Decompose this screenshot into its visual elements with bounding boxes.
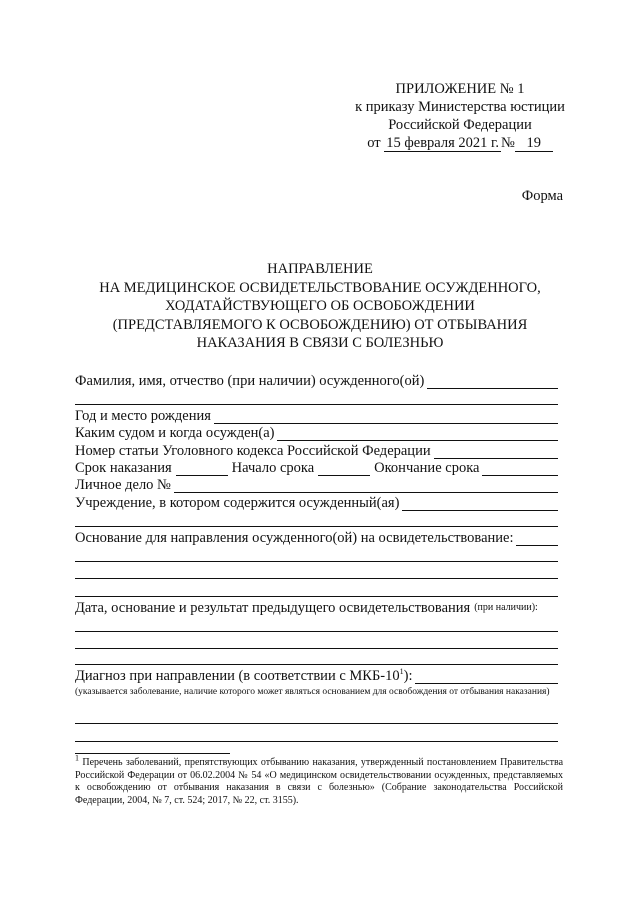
footnote xyxy=(75,753,564,807)
institution-input-line[interactable] xyxy=(402,496,558,511)
case-label: Личное дело № xyxy=(75,477,171,493)
fio-label: Фамилия, имя, отчество (при наличии) осужденного(ой) xyxy=(75,373,425,389)
term-input-line[interactable] xyxy=(176,461,228,476)
previous-line-4[interactable] xyxy=(75,664,558,665)
previous-line-3[interactable] xyxy=(75,648,558,649)
basis-line-2[interactable] xyxy=(75,561,558,562)
title-line-1: НАПРАВЛЕНИЕ xyxy=(267,261,373,277)
term-start-input-line[interactable] xyxy=(318,461,370,476)
term-field[interactable] xyxy=(75,460,558,476)
basis-field[interactable] xyxy=(75,530,558,546)
title-line-4: (ПРЕДСТАВЛЯЕМОГО К ОСВОБОЖДЕНИЮ) ОТ ОТБЫВАНИЯ xyxy=(112,316,528,333)
date-prefix: от xyxy=(367,135,381,151)
basis-line-3[interactable] xyxy=(75,578,558,579)
case-input-line[interactable] xyxy=(174,478,558,493)
institution-continuation-line[interactable] xyxy=(75,526,558,527)
term-end-label: Окончание срока xyxy=(374,460,480,476)
article-input-line[interactable] xyxy=(434,444,558,459)
title-line-5: НАКАЗАНИЯ В СВЯЗИ С БОЛЕЗНЬЮ xyxy=(196,335,444,351)
court-label: Каким судом и когда осужден(а) xyxy=(75,425,275,441)
document-title xyxy=(60,260,580,353)
basis-label: Основание для направления осужденного(ой) на освидетельствование: xyxy=(75,530,514,546)
court-input-line[interactable] xyxy=(277,426,558,441)
diagnosis-field[interactable] xyxy=(75,668,558,684)
footnote-mark: 1 xyxy=(75,753,79,763)
birth-input-line[interactable] xyxy=(214,409,558,424)
appendix-order-line: к приказу Министерства юстиции xyxy=(355,99,565,115)
footnote-divider xyxy=(75,753,230,754)
title-line-3: ХОДАТАЙСТВУЮЩЕГО ОБ ОСВОБОЖДЕНИИ xyxy=(165,298,475,314)
article-field[interactable] xyxy=(75,443,558,459)
diagnosis-label xyxy=(75,668,412,684)
birth-label: Год и место рождения xyxy=(75,408,211,424)
order-date: 15 февраля 2021 г. xyxy=(386,135,499,151)
term-end-input-line[interactable] xyxy=(482,461,558,476)
previous-line-2[interactable] xyxy=(75,631,558,632)
institution-label: Учреждение, в котором содержится осужденный(ая) xyxy=(75,495,400,511)
form-label: Форма xyxy=(521,188,563,204)
title-line-2: НА МЕДИЦИНСКОЕ ОСВИДЕТЕЛЬСТВОВАНИЕ ОСУЖДЕННОГО, xyxy=(99,279,541,296)
diagnosis-input-line[interactable] xyxy=(415,669,558,684)
birth-field[interactable] xyxy=(75,408,558,424)
case-field[interactable] xyxy=(75,477,558,493)
basis-line-4[interactable] xyxy=(75,596,558,597)
appendix-title: ПРИЛОЖЕНИЕ № 1 xyxy=(395,81,525,97)
fio-continuation-line[interactable] xyxy=(75,404,558,405)
appendix-date-line xyxy=(340,134,580,152)
diagnosis-label-end: ): xyxy=(403,668,413,684)
basis-input-line[interactable] xyxy=(516,531,558,546)
previous-field[interactable] xyxy=(75,600,558,616)
term-start-label: Начало срока xyxy=(231,460,315,476)
number-sign: № xyxy=(500,135,515,151)
fio-field[interactable] xyxy=(75,373,558,389)
order-number: 19 xyxy=(515,136,553,152)
fio-input-line[interactable] xyxy=(427,374,558,389)
appendix-country-line: Российской Федерации xyxy=(388,117,532,133)
diagnosis-line-3[interactable] xyxy=(75,741,558,742)
diagnosis-footnote-mark: 1 xyxy=(399,667,404,677)
article-label: Номер статьи Уголовного кодекса Российской Федерации xyxy=(75,443,431,459)
diagnosis-label-text: Диагноз при направлении (в соответствии с МКБ-10 xyxy=(75,668,400,684)
diagnosis-line-2[interactable] xyxy=(75,723,558,724)
appendix-header xyxy=(340,80,580,152)
institution-field[interactable] xyxy=(75,495,558,511)
footnote-text: Перечень заболеваний, препятствующих отбыванию наказания, утвержденный постановлением Правительства Российской Федерации от 06.02.2004 № 54 «О медицинском освидетельствовании осужденных, представляемых к освобождению от отбывания наказания в связи с болезнью» (Собрание законодательства Российской Федерации, 2004, № 7, ст. 524; 2017, № 22, ст. 3155). xyxy=(75,757,564,806)
court-field[interactable] xyxy=(75,425,558,441)
term-label: Срок наказания xyxy=(75,460,172,476)
previous-note: (при наличии): xyxy=(474,602,538,613)
previous-label: Дата, основание и результат предыдущего освидетельствования xyxy=(75,600,471,616)
diagnosis-note: (указывается заболевание, наличие которого может являться основанием для освобождения от отбывания наказания) xyxy=(75,687,550,697)
